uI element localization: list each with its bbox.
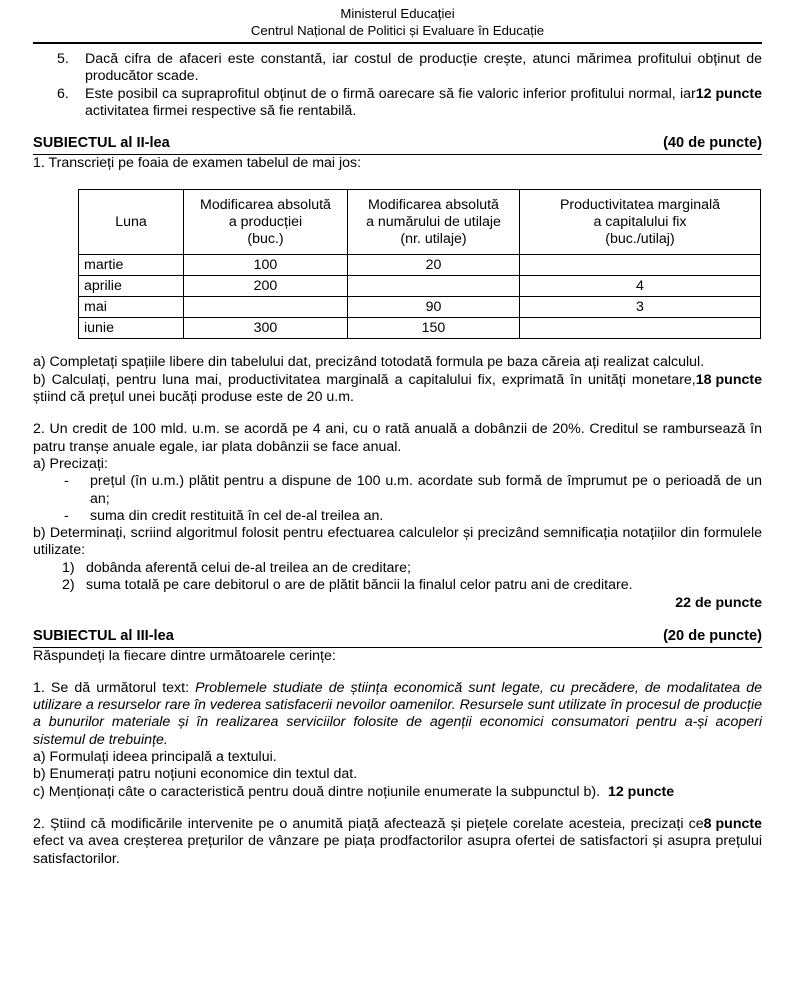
cell-productie: 300 bbox=[184, 318, 348, 339]
cell-productivitate: 4 bbox=[520, 276, 761, 297]
table-row bbox=[79, 318, 761, 339]
cell-month: iunie bbox=[79, 318, 184, 339]
subject-2-item-2b: b) Determinați, scriind algoritmul folosit pentru efectuarea calculelor și precizând semnificația notațiilor din formulele utilizate: bbox=[33, 525, 762, 559]
list-item-marker: 1) bbox=[62, 559, 75, 576]
item-b-text: b) Calculați, pentru luna mai, productivitatea marginală a capitalului fix, exprimată în unități monetare, știind că prețul unei bucăți produse este de 20 u.m. bbox=[33, 371, 696, 405]
cell-productivitate: 3 bbox=[520, 297, 761, 318]
subject-3-item-1b: b) Enumerați patru noțiuni economice din textul dat. bbox=[33, 766, 358, 783]
item-2b-list bbox=[33, 560, 762, 595]
cell-utilaje: 20 bbox=[348, 255, 520, 276]
cell-productivitate bbox=[520, 255, 761, 276]
header-line: (buc./utilaj) bbox=[605, 230, 675, 247]
list-item bbox=[33, 51, 762, 86]
dash-marker: - bbox=[64, 473, 69, 490]
subject-2-heading bbox=[33, 135, 762, 155]
cell-month: aprilie bbox=[79, 276, 184, 297]
cell-productie: 100 bbox=[184, 255, 348, 276]
header-line: (buc.) bbox=[247, 230, 284, 247]
cell-month: martie bbox=[79, 255, 184, 276]
cell-utilaje: 90 bbox=[348, 297, 520, 318]
cell-productie: 200 bbox=[184, 276, 348, 297]
subject-3-intro: Răspundeți la fiecare dintre următoarele cerințe: bbox=[33, 647, 336, 664]
item-1-lead: 1. Se dă următorul text: bbox=[33, 679, 190, 696]
points-label: 12 puncte bbox=[607, 783, 675, 800]
cell-utilaje bbox=[348, 276, 520, 297]
column-header-productie bbox=[184, 190, 348, 255]
subject-2-points: (40 de puncte) bbox=[663, 135, 762, 152]
dash-marker: - bbox=[64, 507, 69, 524]
list-item-text: suma totală pe care debitorul o are de plătit băncii la finalul celor patru ani de creditare. bbox=[86, 577, 633, 594]
item-2-text: 2. Știind că modificările intervenite pe o anumită piață afectează și piețele corelate acesteia, precizați ce efect va avea creșterea prețurilor de vânzare pe piața prodfactorilor asupra ofertei de satisfactori și asupra prețului satisfactorilor. bbox=[33, 816, 762, 867]
table-row bbox=[79, 297, 761, 318]
subject-2-item-a: a) Completați spațiile libere din tabelului dat, precizând totodată formula pe baza căreia ați realizat calculul. bbox=[33, 354, 705, 371]
cell-productie bbox=[184, 297, 348, 318]
subject-3-points: (20 de puncte) bbox=[663, 627, 762, 644]
header-line: Modificarea absolută bbox=[200, 196, 331, 213]
document-header bbox=[33, 4, 762, 39]
list-item bbox=[33, 560, 762, 577]
table-header-row bbox=[79, 190, 761, 255]
header-line: a numărului de utilaje bbox=[366, 213, 501, 230]
subject-2-item-b bbox=[33, 372, 762, 407]
points-label: 8 puncte bbox=[703, 816, 762, 833]
subject-3-item-2 bbox=[33, 816, 762, 868]
item-1c-text: c) Menționați câte o caracteristică pentru două dintre noțiunile enumerate la subpunctul b). bbox=[33, 783, 601, 800]
subject-3-heading bbox=[33, 628, 762, 648]
cell-utilaje: 150 bbox=[348, 318, 520, 339]
header-line: (nr. utilaje) bbox=[400, 230, 467, 247]
statement-list bbox=[33, 51, 762, 120]
list-item-marker: 2) bbox=[62, 577, 75, 594]
item-1-quote: Problemele studiate de știința economică sunt legate, cu precădere, de modalitatea de utilizare a resurselor rare în vederea satisfacerii nevoilor oamenilor. Resursele sunt utilizate în procesul de producție a bunurilor materiale și în realizarea serviciilor folosite de agenții economici consumatori pentru a-și acoperi sistemul de trebuințe. bbox=[33, 679, 762, 748]
cell-month: mai bbox=[79, 297, 184, 318]
header-line: a producției bbox=[228, 213, 303, 230]
table-header bbox=[79, 190, 761, 255]
list-item-text: dobânda aferentă celui de-al treilea an de creditare; bbox=[86, 559, 411, 576]
header-line: Luna bbox=[115, 213, 147, 230]
list-item-text: prețul (în u.m.) plătit pentru a dispune de 100 u.m. acordate sub formă de împrumut pe o perioadă de un an; bbox=[90, 473, 762, 507]
table-row bbox=[79, 255, 761, 276]
header-line: Modificarea absolută bbox=[368, 196, 499, 213]
list-item bbox=[33, 473, 762, 508]
subject-2-title: SUBIECTUL al II-lea bbox=[33, 135, 170, 152]
subject-2-item-2-intro: 2. Un credit de 100 mld. u.m. se acordă pe 4 ani, cu o rată anuală a dobânzii de 20%. Creditul se rambursează în patru tranșe anuale egale, iar plata dobânzii se face anual. bbox=[33, 421, 762, 455]
item-2a-bullets bbox=[33, 473, 762, 525]
list-item-marker: 6. bbox=[57, 85, 69, 102]
center-name: Centrul Național de Politici și Evaluare în Educație bbox=[250, 22, 545, 38]
table-row bbox=[79, 276, 761, 297]
subject-2-item-2a: a) Precizați: bbox=[33, 455, 108, 472]
column-header-productivitate bbox=[520, 190, 761, 255]
list-item-text: Dacă cifra de afaceri este constantă, iar costul de producție crește, atunci mărimea profitului obținut de producător scade. bbox=[85, 51, 762, 85]
points-label: 18 puncte bbox=[695, 371, 762, 388]
list-item-text: Este posibil ca supraprofitul obținut de o firmă oarecare să fie valoric inferior profitului normal, iar activitatea firmei respective să fie rentabilă. bbox=[85, 85, 696, 119]
header-divider bbox=[33, 42, 762, 44]
subject-2-item-1-intro: 1. Transcrieți pe foaia de examen tabelul de mai jos: bbox=[33, 155, 362, 172]
points-label: 12 puncte bbox=[695, 85, 762, 102]
subject-3-item-1a: a) Formulați ideea principală a textului. bbox=[33, 749, 277, 766]
list-item bbox=[33, 577, 762, 594]
cell-productivitate bbox=[520, 318, 761, 339]
list-item bbox=[33, 508, 762, 525]
ministry-name: Ministerul Educației bbox=[340, 6, 455, 21]
table-wrapper bbox=[78, 189, 760, 339]
subject-2-total-points-row bbox=[33, 595, 762, 612]
column-header-luna bbox=[79, 190, 184, 255]
table-body bbox=[79, 255, 761, 339]
list-item bbox=[33, 86, 762, 121]
subject-3-title: SUBIECTUL al III-lea bbox=[33, 627, 174, 644]
list-item-text: suma din credit restituită în cel de-al treilea an. bbox=[90, 507, 384, 524]
column-header-utilaje bbox=[348, 190, 520, 255]
points-label: 22 de puncte bbox=[675, 595, 762, 612]
subject-3-item-1c bbox=[33, 784, 762, 801]
header-line: a capitalului fix bbox=[593, 213, 687, 230]
marginal-productivity-table bbox=[78, 189, 761, 339]
header-line: Productivitatea marginală bbox=[559, 196, 721, 213]
subject-3-item-1 bbox=[33, 680, 762, 749]
list-item-marker: 5. bbox=[57, 51, 69, 67]
